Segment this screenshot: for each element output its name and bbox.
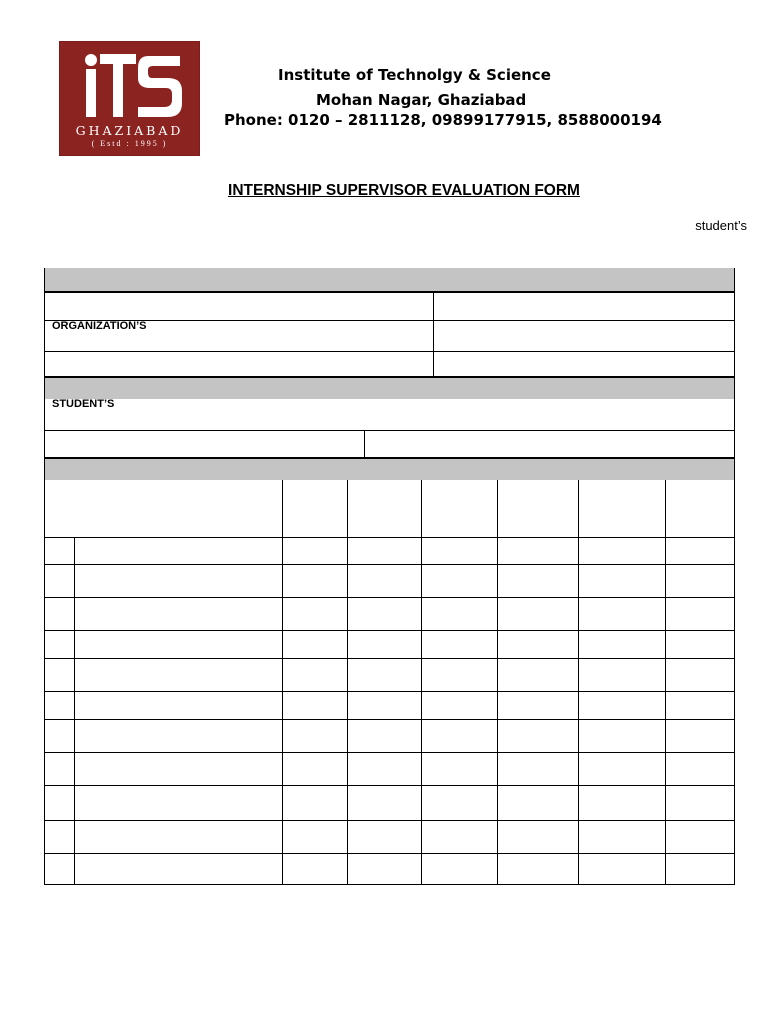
row-divider xyxy=(44,564,735,565)
logo-city-text: GHAZIABAD xyxy=(75,123,184,138)
column-divider xyxy=(282,480,283,885)
row-divider xyxy=(44,658,735,659)
student-note: student’s xyxy=(695,218,747,233)
row-divider xyxy=(44,785,735,786)
serial-column-divider xyxy=(74,537,75,885)
section-band-evaluation xyxy=(45,459,735,480)
column-divider xyxy=(665,480,666,885)
row-divider xyxy=(44,820,735,821)
row-divider xyxy=(44,719,735,720)
column-divider xyxy=(421,480,422,885)
column-divider xyxy=(433,292,434,377)
row-divider xyxy=(44,430,735,431)
table-bottom-border xyxy=(44,884,735,885)
student-label: STUDENT’S xyxy=(52,398,115,410)
institute-name: Institute of Technolgy & Science xyxy=(278,66,551,84)
institute-phone: Phone: 0120 – 2811128, 09899177915, 8588000194 xyxy=(224,111,662,129)
table-right-border xyxy=(734,268,735,885)
row-divider xyxy=(44,853,735,854)
row-divider xyxy=(44,630,735,631)
row-divider xyxy=(44,320,735,321)
organization-label: ORGANIZATION’S xyxy=(52,320,147,332)
form-title: INTERNSHIP SUPERVISOR EVALUATION FORM xyxy=(228,182,580,199)
column-divider xyxy=(497,480,498,885)
row-divider xyxy=(44,691,735,692)
section-band-organization xyxy=(45,268,735,291)
row-divider xyxy=(44,537,735,538)
logo-estd-text: ( Estd : 1995 ) xyxy=(91,139,168,148)
section-divider xyxy=(44,376,735,378)
institute-address: Mohan Nagar, Ghaziabad xyxy=(316,91,527,109)
table-left-border xyxy=(44,268,45,885)
column-divider xyxy=(347,480,348,885)
column-divider xyxy=(364,430,365,457)
section-band-student xyxy=(45,378,735,399)
institute-logo xyxy=(59,41,200,156)
column-divider xyxy=(578,480,579,885)
row-divider xyxy=(44,291,735,293)
row-divider xyxy=(44,597,735,598)
row-divider xyxy=(44,752,735,753)
row-divider xyxy=(44,351,735,352)
section-divider xyxy=(44,457,735,459)
